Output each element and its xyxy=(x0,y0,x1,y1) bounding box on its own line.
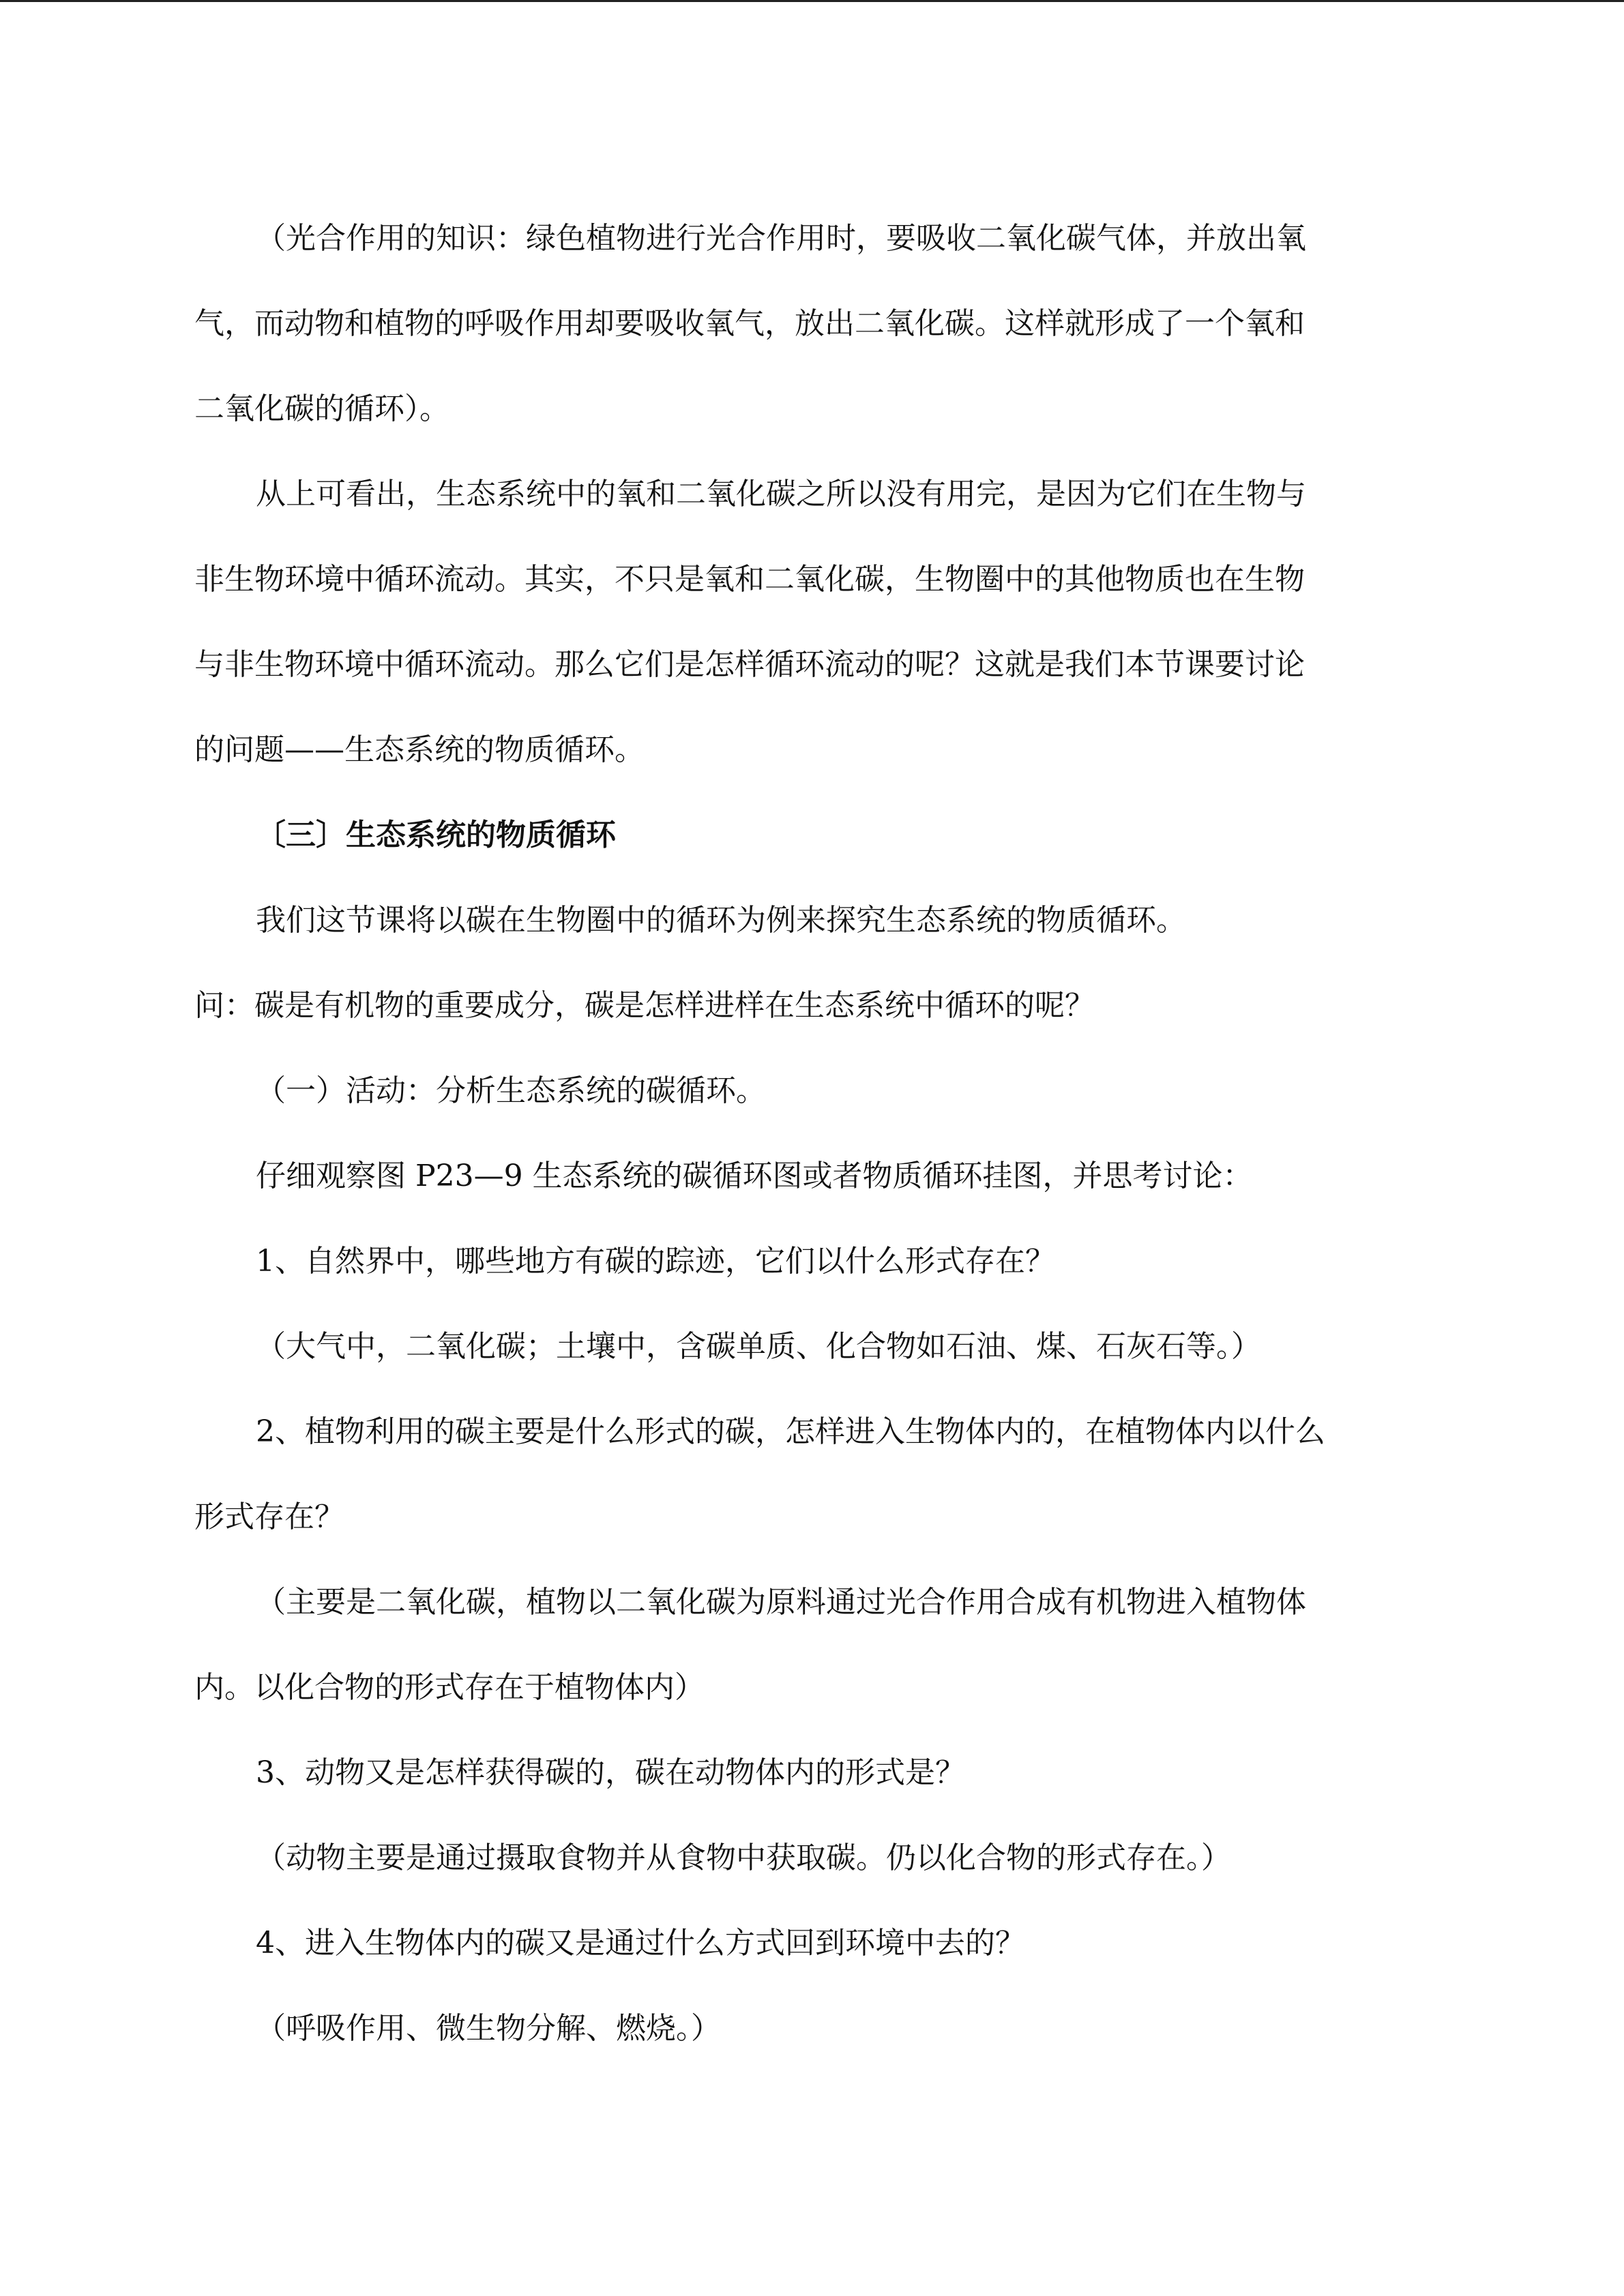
question-2-line-1: 2、植物利用的碳主要是什么形式的碳，怎样进入生物体内的，在植物体内以什么 xyxy=(256,1414,1325,1449)
intro-line-2: 非生物环境中循环流动。其实，不只是氧和二氧化碳，生物圈中的其他物质也在生物 xyxy=(194,562,1305,597)
answer-1: （大气中，二氧化碳；土壤中，含碳单质、化合物如石油、煤、石灰石等。） xyxy=(256,1329,1261,1364)
question-1: 1、自然界中，哪些地方有碳的踪迹，它们以什么形式存在？ xyxy=(256,1244,1055,1279)
photosynthesis-line-2: 气，而动物和植物的呼吸作用却要吸收氧气，放出二氧化碳。这样就形成了一个氧和 xyxy=(194,306,1305,341)
activity-heading: （一）活动：分析生态系统的碳循环。 xyxy=(256,1073,766,1108)
answer-2-line-2: 内。以化合物的形式存在于植物体内） xyxy=(194,1670,705,1705)
answer-3: （动物主要是通过摄取食物并从食物中获取碳。仍以化合物的形式存在。） xyxy=(256,1840,1231,1875)
answer-2-line-1: （主要是二氧化碳，植物以二氧化碳为原料通过光合作用合成有机物进入植物体 xyxy=(256,1585,1306,1620)
photosynthesis-line-1: （光合作用的知识：绿色植物进行光合作用时，要吸收二氧化碳气体，并放出氧 xyxy=(256,221,1306,256)
question-2-line-2: 形式存在？ xyxy=(194,1500,344,1534)
section-heading: 〔三〕生态系统的物质循环 xyxy=(256,818,616,852)
question-4: 4、进入生物体内的碳又是通过什么方式回到环境中去的？ xyxy=(256,1926,1025,1960)
photosynthesis-line-3: 二氧化碳的循环）。 xyxy=(194,391,449,426)
intro-line-4: 的问题——生态系统的物质循环。 xyxy=(194,732,645,767)
question-line: 问：碳是有机物的重要成分，碳是怎样进样在生态系统中循环的呢？ xyxy=(194,988,1095,1023)
intro-line-1: 从上可看出，生态系统中的氧和二氧化碳之所以没有用完，是因为它们在生物与 xyxy=(256,477,1306,511)
question-3: 3、动物又是怎样获得碳的，碳在动物体内的形式是？ xyxy=(256,1755,965,1790)
lesson-aim: 我们这节课将以碳在生物圈中的循环为例来探究生态系统的物质循环。 xyxy=(256,903,1186,938)
answer-4: （呼吸作用、微生物分解、燃烧。） xyxy=(256,2011,721,2046)
observe-instruction: 仔细观察图 P23—9 生态系统的碳循环图或者物质循环挂图，并思考讨论： xyxy=(256,1159,1253,1193)
intro-line-3: 与非生物环境中循环流动。那么它们是怎样循环流动的呢？这就是我们本节课要讨论 xyxy=(194,647,1305,682)
